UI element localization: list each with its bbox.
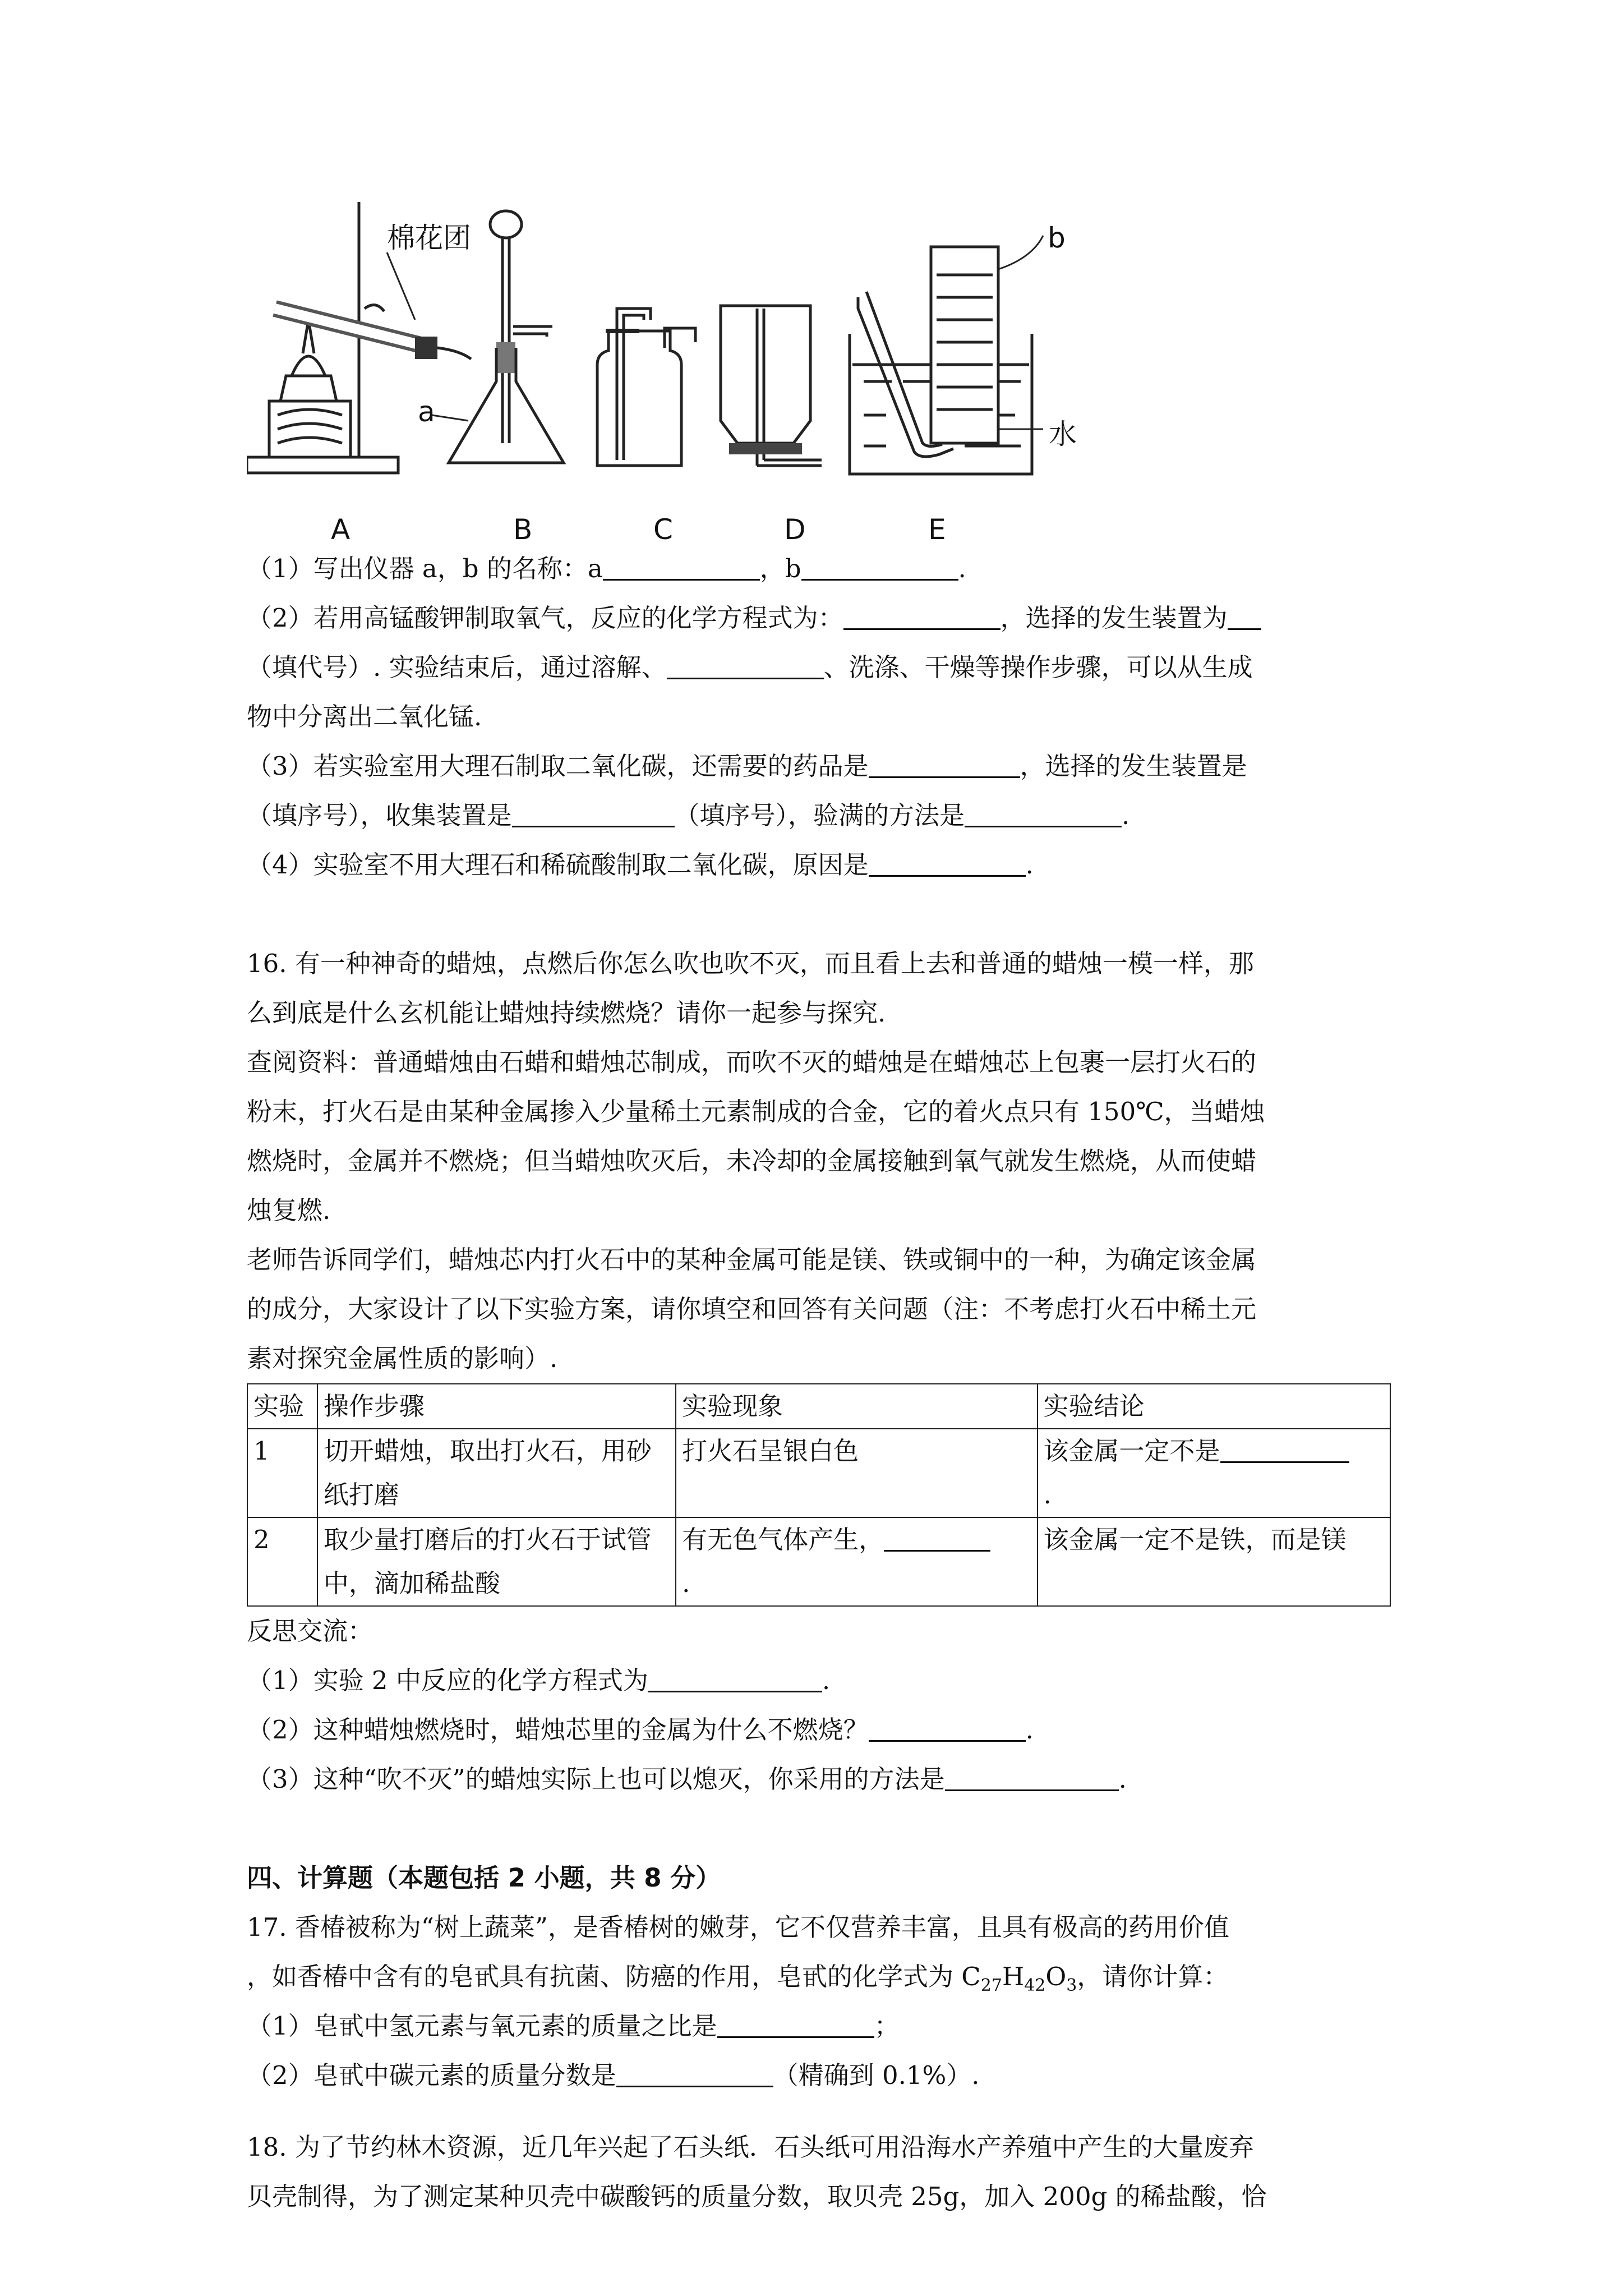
table-header: 实验现象 [676,1384,1037,1429]
q16-teacher-line1: 老师告诉同学们，蜡烛芯内打火石中的某种金属可能是镁、铁或铜中的一种，为确定该金属 [247,1245,1257,1274]
page [247,180,1391,2221]
answer-blank[interactable] [801,550,958,581]
q16-teacher-line2: 的成分，大家设计了以下实验方案，请你填空和回答有关问题（注：不考虑打火石中稀土元 [247,1294,1257,1324]
table-row [247,1429,1390,1517]
table-header-row [247,1384,1390,1429]
experiment-table [247,1383,1391,1607]
table-cell: 该金属一定不是 . [1038,1429,1390,1517]
apparatus-label-c: C [653,513,673,546]
q16-teacher-line3: 素对探究金属性质的影响）. [247,1343,558,1373]
q16-intro-line2: 么到底是什么玄机能让蜡烛持续燃烧？请你一起参与探究. [247,998,886,1028]
q17-line2: ，如香椿中含有的皂甙具有抗菌、防癌的作用，皂甙的化学式为 $C_{27}H_{42}O_3$，请你计算： [247,1962,1229,1995]
answer-blank[interactable] [616,2056,773,2087]
table-cell: 该金属一定不是铁，而是镁 [1038,1517,1390,1606]
label-b: b [1048,222,1066,254]
q16-reflect-1: （1）实验 2 中反应的化学方程式为 . [247,1656,1391,1705]
answer-blank[interactable] [512,797,675,827]
apparatus-d-drawing [721,306,822,466]
apparatus-figure [247,180,1391,544]
table-header: 操作步骤 [317,1384,676,1429]
table-cell: 有无色气体产生， . [676,1517,1037,1606]
section-4-title: 四、计算题（本题包括 2 小题，共 8 分） [247,1863,721,1893]
q18-line2: 贝壳制得，为了测定某种贝壳中碳酸钙的质量分数，取贝壳 25g，加入 200g 的稀盐酸，恰 [247,2182,1267,2211]
q15-part2-line2: （填代号）. 实验结束后，通过溶解、 、洗涤、干燥等操作步骤，可以从生成 [247,643,1391,692]
answer-blank[interactable] [1228,599,1261,630]
table-cell: 2 [247,1517,317,1606]
table-cell: 切开蜡烛，取出打火石，用砂纸打磨 [317,1429,676,1517]
q15-part3-line2: （填序号），收集装置是 （填序号），验满的方法是 . [247,791,1391,840]
table-row [247,1517,1390,1606]
table-cell: 取少量打磨后的打火石于试管中，滴加稀盐酸 [317,1517,676,1606]
answer-blank[interactable] [717,2007,874,2038]
label-a: a [418,395,435,428]
label-cotton: 棉花团 [387,222,471,254]
q15-part4: （4）实验室不用大理石和稀硫酸制取二氧化碳，原因是 . [247,840,1391,890]
answer-blank[interactable] [884,1521,990,1552]
q16-reflect-heading: 反思交流： [247,1616,374,1646]
apparatus-label-e: E [928,513,946,546]
q17-line1: 17. 香椿被称为“树上蔬菜”，是香椿树的嫩芽，它不仅营养丰富，且具有极高的药用价值 [247,1912,1229,1942]
apparatus-label-d: D [784,513,806,546]
apparatus-e-drawing [850,236,1043,474]
q16-reflect-3: （3）这种“吹不灭”的蜡烛实际上也可以熄灭，你采用的方法是 . [247,1755,1391,1804]
q16-info-line3: 燃烧时，金属并不燃烧；但当蜡烛吹灭后，未冷却的金属接触到氧气就发生燃烧，从而使蜡 [247,1146,1257,1176]
table-header: 实验结论 [1038,1384,1390,1429]
answer-blank[interactable] [869,747,1020,778]
table-cell: 1 [247,1429,317,1517]
apparatus-label-a: A [331,513,351,546]
q16-info-line1: 查阅资料：普通蜡烛由石蜡和蜡烛芯制成，而吹不灭的蜡烛是在蜡烛芯上包裹一层打火石的 [247,1047,1257,1077]
answer-blank[interactable] [648,1662,822,1692]
answer-blank[interactable] [869,846,1026,877]
q16-reflect-2: （2）这种蜡烛燃烧时，蜡烛芯里的金属为什么不燃烧？ . [247,1705,1391,1755]
answer-blank[interactable] [843,599,1000,630]
q16-intro-line1: 16. 有一种神奇的蜡烛，点燃后你怎么吹也吹不灭，而且看上去和普通的蜡烛一模一样，那 [247,949,1254,978]
q17-part2: （2）皂甙中碳元素的质量分数是 （精确到 0.1%）. [247,2051,1391,2100]
q15-part2-line1: （2）若用高锰酸钾制取氧气，反应的化学方程式为： ，选择的发生装置为 [247,593,1391,643]
answer-blank[interactable] [965,797,1122,827]
table-header: 实验 [247,1384,317,1429]
q16-info-line4: 烛复燃. [247,1195,331,1225]
answer-blank[interactable] [1220,1432,1349,1463]
q15-part3-line1: （3）若实验室用大理石制取二氧化碳，还需要的药品是 ，选择的发生装置是 [247,742,1391,791]
answer-blank[interactable] [945,1760,1119,1791]
answer-blank[interactable] [869,1711,1026,1742]
apparatus-label-b: B [513,513,533,546]
q18-line1: 18. 为了节约林木资源，近几年兴起了石头纸．石头纸可用沿海水产养殖中产生的大量废弃 [247,2132,1254,2162]
q16-info-line2: 粉末，打火石是由某种金属掺入少量稀土元素制成的合金，它的着火点只有 150℃，当蜡烛 [247,1097,1265,1126]
answer-blank[interactable] [603,550,760,581]
q15-part1: （1）写出仪器 a，b 的名称：a ，b . [247,544,1391,593]
q15-part2-line3: 物中分离出二氧化锰. [247,702,482,731]
table-cell: 打火石呈银白色 [676,1429,1037,1517]
answer-blank[interactable] [667,648,824,679]
q17-part1: （1）皂甙中氢元素与氧元素的质量之比是 ； [247,2001,1391,2051]
apparatus-c-drawing [597,309,695,466]
label-water: 水 [1049,418,1077,450]
